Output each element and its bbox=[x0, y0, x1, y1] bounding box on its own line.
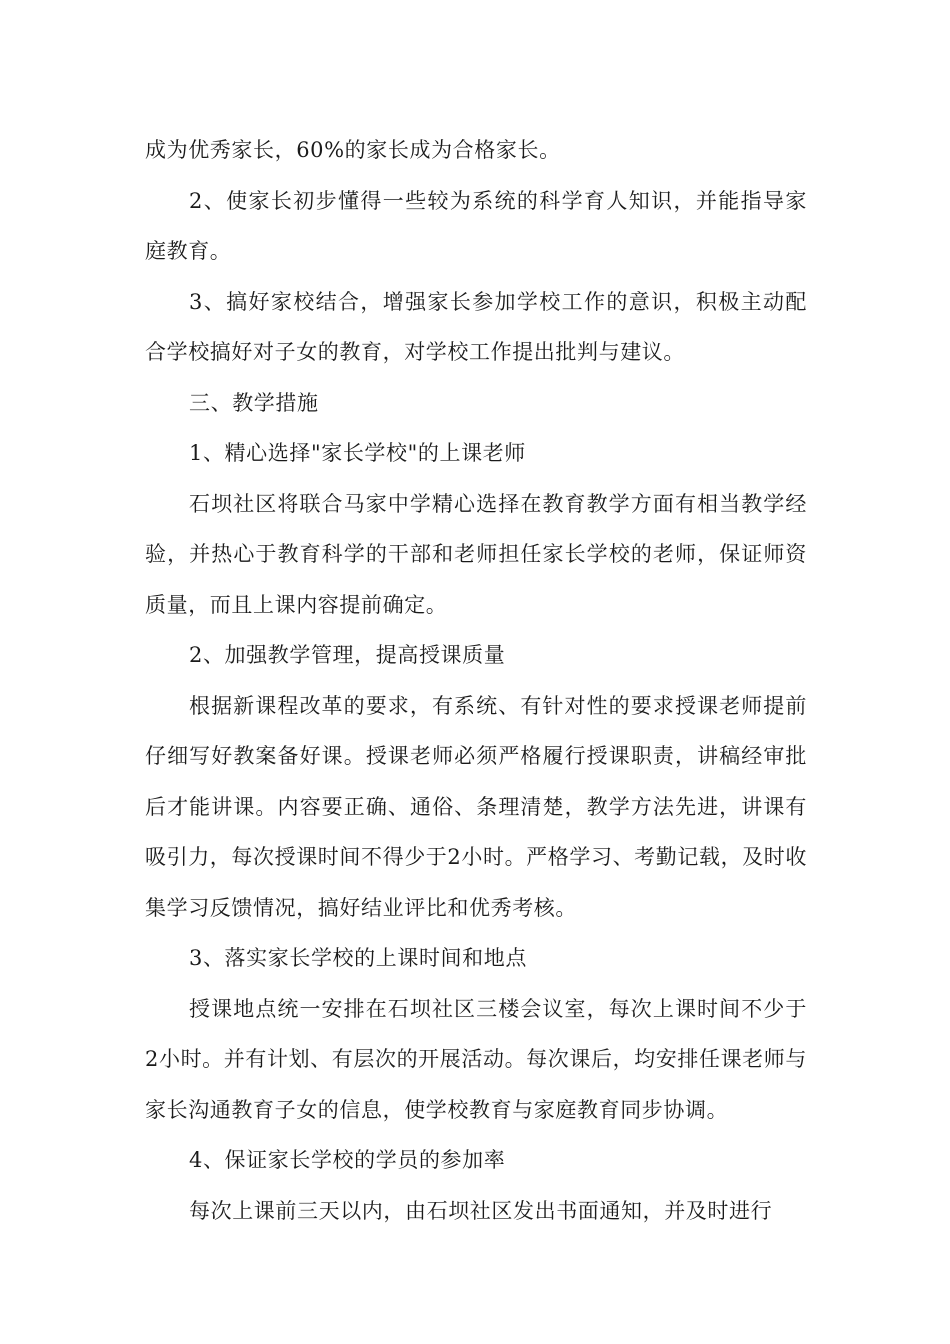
subheading-measure-1: 1、精心选择"家长学校"的上课老师 bbox=[189, 441, 526, 465]
paragraph-goal-2: 2、使家长初步懂得一些较为系统的科学育人知识，并能指导家庭教育。 bbox=[145, 188, 807, 263]
paragraph-goal-3: 3、搞好家校结合，增强家长参加学校工作的意识，积极主动配合学校搞好对子女的教育，对学校工作提出批判与建议。 bbox=[145, 289, 807, 364]
paragraph-measure-3: 授课地点统一安排在石坝社区三楼会议室，每次上课时间不少于2小时。并有计划、有层次的开展活动。每次课后，均安排任课老师与家长沟通教育子女的信息，使学校教育与家庭教育同步协调。 bbox=[145, 996, 807, 1122]
document-body bbox=[145, 125, 807, 1236]
subheading-measure-2: 2、加强教学管理，提高授课质量 bbox=[189, 643, 506, 667]
subheading-measure-3: 3、落实家长学校的上课时间和地点 bbox=[189, 946, 527, 970]
subheading-measure-4: 4、保证家长学校的学员的参加率 bbox=[189, 1148, 506, 1172]
section-heading-teaching-measures: 三、教学措施 bbox=[189, 390, 319, 415]
paragraph-measure-1: 石坝社区将联合马家中学精心选择在教育教学方面有相当教学经验，并热心于教育科学的干部和老师担任家长学校的老师，保证师资质量，而且上课内容提前确定。 bbox=[145, 491, 807, 617]
paragraph-measure-2: 根据新课程改革的要求，有系统、有针对性的要求授课老师提前仔细写好教案备好课。授课老师必须严格履行授课职责，讲稿经审批后才能讲课。内容要正确、通俗、条理清楚，教学方法先进，讲课有吸引力，每次授课时间不得少于2小时。严格学习、考勤记载，及时收集学习反馈情况，搞好结业评比和优秀考核。 bbox=[145, 693, 807, 920]
paragraph-measure-4: 每次上课前三天以内，由石坝社区发出书面通知，并及时进行 bbox=[189, 1198, 773, 1223]
paragraph-continuation: 成为优秀家长，60%的家长成为合格家长。 bbox=[145, 138, 561, 162]
